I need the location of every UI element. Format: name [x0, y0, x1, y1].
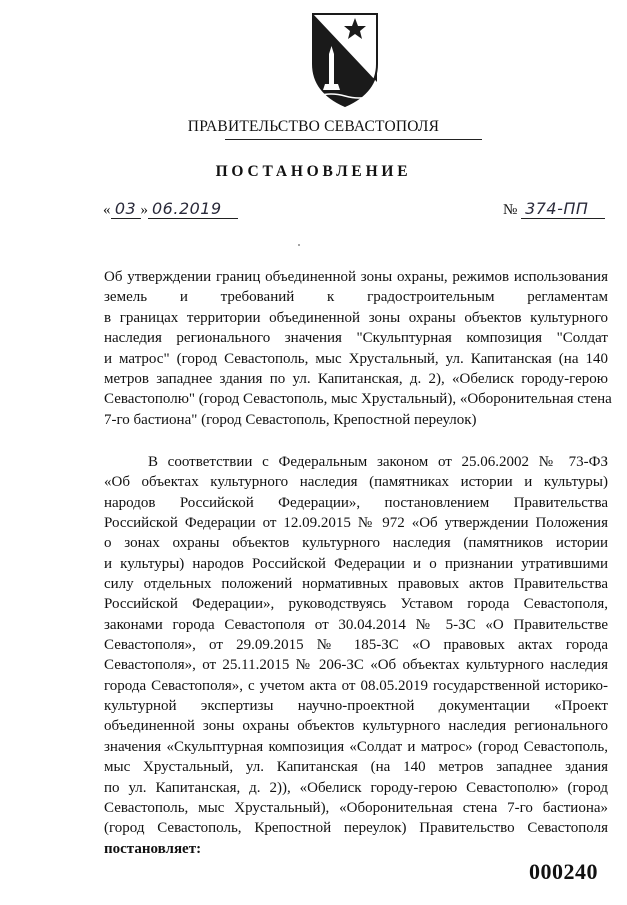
number-value: 374-ПП: [521, 199, 605, 219]
body-line: Севастополя», от 29.09.2015 № 185-ЗС «О правовых актах города: [104, 637, 608, 654]
document-date: [103, 199, 238, 219]
body-line: объединенной зоны охраны объектов культурного наследия регионального: [104, 718, 608, 735]
body-line: законами города Севастополя от 30.04.2014 № 5-ЗС «О Правительстве: [104, 616, 608, 633]
date-open-quote: «: [103, 202, 111, 218]
serial-number: 000240: [529, 859, 598, 884]
body-line: В соответствии с Федеральным законом от 25.06.2002 № 73-ФЗ: [148, 454, 608, 470]
subject-line: и матрос" (город Севастополь, мыс Хрустальный, ул. Капитанская (на 140: [104, 350, 608, 367]
header-divider: [225, 139, 482, 140]
subject-line: земель и требований к градостроительным регламентам: [104, 289, 608, 306]
subject-line: Севастополю" (город Севастополь, мыс Хрустальный), «Оборонительная стена: [104, 391, 612, 408]
organization-name: ПРАВИТЕЛЬСТВО СЕВАСТОПОЛЯ: [187, 118, 440, 135]
body-line: о зонах охраны объектов культурного наследия (памятников истории: [104, 535, 608, 552]
body-line: силу отдельных положений нормативных правовых актов Правительства: [104, 576, 608, 593]
subject-line: 7-го бастиона" (город Севастополь, Крепостной переулок): [104, 411, 477, 428]
body-line: Севастополя», от 25.11.2015 № 206-ЗС «Об объектах культурного наследия: [104, 657, 608, 674]
subject-line: наследия регионального значения "Скульптурная композиция "Солдат: [104, 330, 608, 347]
body-line: мыс Хрустальный, ул. Капитанская (на 140 метров западнее здания: [104, 759, 608, 776]
document-type-title: ПОСТАНОВЛЕНИЕ: [215, 163, 412, 180]
body-line: народов Российской Федерации», постановлением Правительства: [104, 494, 608, 511]
body-line: по ул. Капитанская, д. 2)), «Обелиск городу-герою Севастополю» (город: [104, 779, 608, 796]
number-prefix: №: [503, 202, 518, 218]
scan-speck: [298, 244, 300, 246]
body-line: города Севастополя», с учетом акта от 08.05.2019 государственной историко-: [104, 677, 608, 694]
subject-line: метров западнее здания по ул. Капитанская, д. 2), «Обелиск городу-герою: [104, 371, 608, 388]
body-line: значения «Скульптурная композиция «Солдат и матрос» (город Севастополь,: [104, 738, 608, 755]
body-line: культурной экспертизы научно-проектной документации «Проект: [104, 698, 608, 715]
document-body: [104, 452, 608, 859]
date-month-year: 06.2019: [148, 199, 238, 219]
body-line: Севастополь, мыс Хрустальный), «Оборонительная стена 7-го бастиона»: [104, 799, 608, 816]
body-line: «Об объектах культурного наследия (памятниках истории и культуры): [104, 474, 608, 491]
body-line: (город Севастополь, Крепостной переулок) Правительство Севастополя: [104, 820, 608, 837]
body-line: Российской Федерации», руководствуясь Уставом города Севастополя,: [104, 596, 608, 613]
body-line: и культуры) народов Российской Федерации и о признании утратившими: [104, 555, 608, 572]
document-subject: [104, 267, 612, 430]
body-closing-word: постановляет:: [104, 840, 202, 857]
date-close-quote: »: [140, 202, 148, 218]
date-day: 03: [111, 199, 141, 219]
document-number: [503, 199, 605, 219]
body-line: Российской Федерации от 12.09.2015 № 972 «Об утверждении Положения: [104, 515, 608, 532]
subject-line: Об утверждении границ объединенной зоны охраны, режимов использования: [104, 269, 608, 285]
subject-line: в границах территории объединенной зоны охраны объектов культурного: [104, 309, 608, 326]
sevastopol-coat-of-arms-icon: [311, 12, 379, 108]
